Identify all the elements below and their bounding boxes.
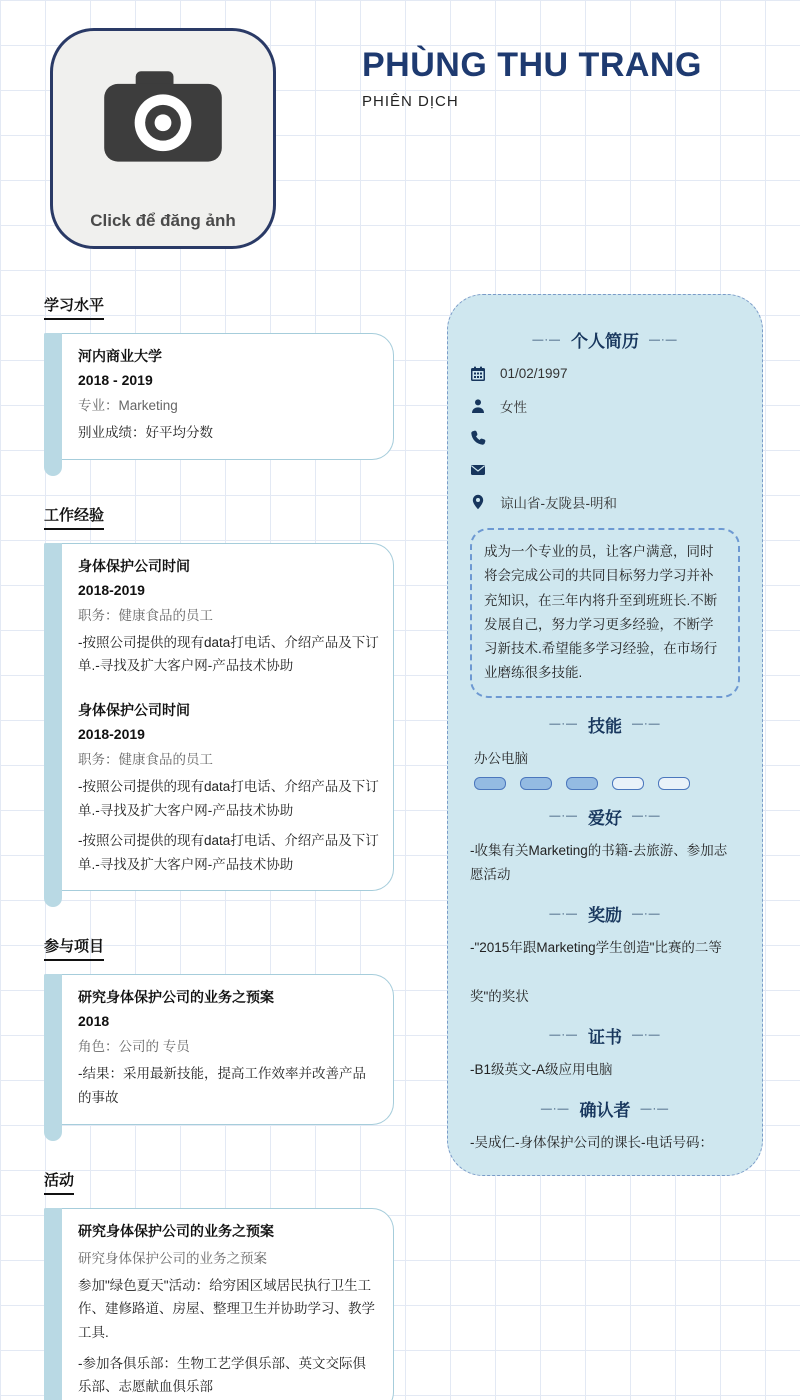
experience-company: 身体保护公司时间 [78,557,190,574]
candidate-name: PHÙNG THU TRANG [362,46,702,84]
ornament: —·— [649,333,678,346]
header [362,46,702,110]
education-card [62,333,394,460]
activity-subtitle: 研究身体保护公司的业务之预案 [78,1250,267,1266]
profile-gender: 女性 [500,399,527,415]
activity-card [62,1208,394,1400]
experience-period: 2018-2019 [78,725,145,742]
experience-card [62,543,394,892]
ornament: —·— [640,1102,670,1115]
profile-dob: 01/02/1997 [500,366,568,381]
skill-pill [566,777,598,790]
projects-heading: 参与项目 [44,935,104,961]
ornament: —·— [532,333,561,346]
activity-name: 研究身体保护公司的业务之预案 [78,1222,274,1239]
awards-text-line1: -"2015年跟Marketing学生创造"比赛的二等 [470,940,722,956]
references-text: -吴成仁-身体保护公司的课长-电话号码： [470,1135,713,1151]
photo-upload-label: Click để đăng ảnh [90,211,236,230]
education-school: 河内商业大学 [78,348,162,364]
education-period: 2018 - 2019 [78,372,153,388]
activities-heading: 活动 [44,1169,74,1195]
experience-entry [78,556,379,678]
project-role: 角色：公司的 专员 [78,1039,190,1055]
experience-entry [78,700,379,877]
certificates-heading [468,1023,742,1048]
activity-desc: 参加"绿色夏天"活动：给穷困区域居民执行卫生工作、建修路道、房屋、整理卫生并协助学习、教学工具. [78,1277,375,1340]
skill-pill [658,777,690,790]
camera-icon [100,155,226,172]
references-heading-label: 确认者 [579,1101,631,1121]
project-card [62,974,394,1124]
profile-row-gender [468,395,742,416]
experience-role: 职务：健康食品的员工 [78,607,213,623]
skill-name: 办公电脑 [474,750,528,766]
experience-desc: -按照公司提供的现有data打电话、介绍产品及下订单.-寻找及扩大客户网-产品技术协助 [78,778,379,818]
section-activities [44,1169,394,1400]
skill-pill [612,777,644,790]
awards-text-line2: 奖"的奖状 [470,988,529,1004]
profile-address: 谅山省-友陇县-明和 [500,495,617,511]
left-column [44,294,394,1400]
hobbies-heading [468,804,742,829]
profile-row-dob [468,363,742,384]
ornament: —·— [632,810,661,823]
awards-heading [468,901,742,926]
envelope-icon [470,462,486,478]
education-heading: 学习水平 [44,294,104,320]
location-pin-icon [470,494,486,510]
experience-company: 身体保护公司时间 [78,701,190,718]
profile-heading-label: 个人简历 [571,332,639,351]
hobbies-heading-label: 爱好 [588,808,622,828]
experience-heading: 工作经验 [44,504,104,530]
phone-icon [470,430,486,446]
ornament: —·— [549,810,578,823]
experience-desc: -按照公司提供的现有data打电话、介绍产品及下订单.-寻找及扩大客户网-产品技术协助 [78,634,379,674]
references-heading [468,1096,742,1121]
experience-role: 职务：健康食品的员工 [78,751,213,767]
section-education [44,294,394,460]
candidate-job-title: PHIÊN DỊCH [362,93,459,110]
education-major: 专业：Marketing [78,398,178,413]
skill-pill [474,777,506,790]
ornament: —·— [549,1029,578,1042]
education-grade: 别业成绩：好平均分数 [78,425,213,440]
project-desc: -结果：采用最新技能，提高工作效率并改善产品的事故 [78,1066,366,1105]
ornament: —·— [632,718,661,731]
section-experience [44,504,394,892]
certificates-text: -B1级英文-A级应用电脑 [470,1061,613,1077]
calendar-icon [470,366,486,382]
profile-row-phone [468,427,742,448]
profile-heading [468,327,742,352]
right-panel [447,294,763,1176]
skills-heading [468,712,742,737]
profile-row-email [468,459,742,480]
profile-row-address [468,491,742,512]
skills-heading-label: 技能 [588,716,622,736]
awards-heading-label: 奖励 [588,906,622,926]
skill-rating [468,777,742,790]
career-objective: 成为一个专业的员，让客户满意，同时将会完成公司的共同目标努力学习并补充知识，在三年内将升至到班班长.不断发展自己，努力学习更多经验，不断学习新技术.希望能多学习经验，在市场行业磨练很多技能. [470,528,740,698]
skill-pill [520,777,552,790]
photo-upload-button[interactable] [50,28,276,249]
activity-desc: -参加各俱乐部：生物工艺学俱乐部、英文交际俱乐部、志愿献血俱乐部 [78,1355,366,1395]
project-name: 研究身体保护公司的业务之预案 [78,989,274,1006]
ornament: —·— [632,1029,661,1042]
certificates-heading-label: 证书 [588,1027,622,1047]
project-period: 2018 [78,1013,110,1030]
ornament: —·— [540,1102,570,1115]
section-projects [44,935,394,1124]
ornament: —·— [549,718,578,731]
ornament: —·— [632,907,661,920]
ornament: —·— [549,907,578,920]
experience-period: 2018-2019 [78,581,145,598]
hobbies-text: -收集有关Marketing的书籍-去旅游、参加志愿活动 [470,842,728,883]
experience-desc: -按照公司提供的现有data打电话、介绍产品及下订单.-寻找及扩大客户网-产品技术协助 [78,833,379,872]
person-icon [470,398,486,414]
